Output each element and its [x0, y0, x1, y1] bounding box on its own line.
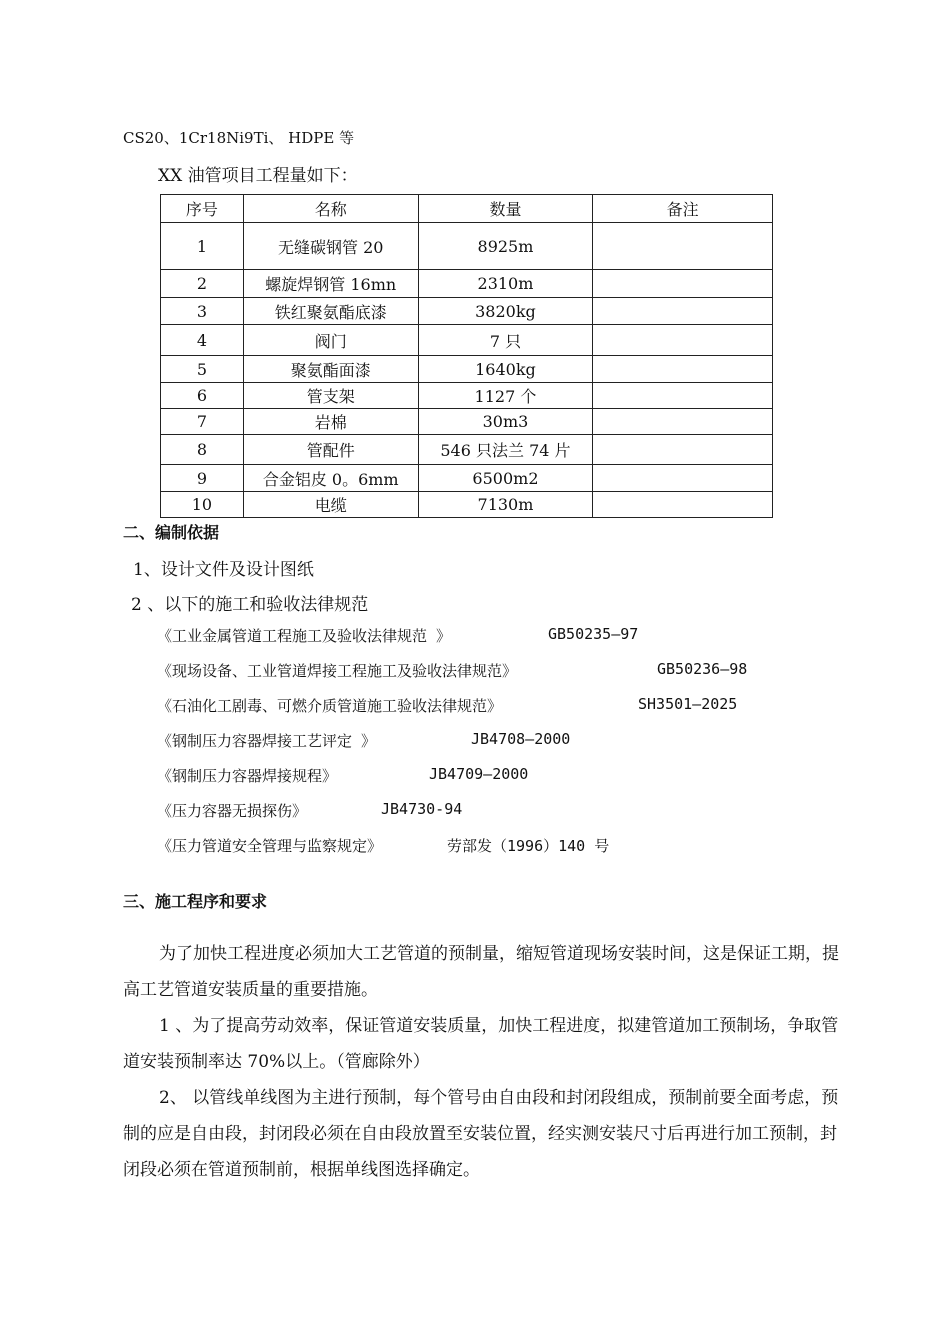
- cell-index: 4: [161, 325, 244, 356]
- cell-quantity: 8925m: [418, 223, 593, 270]
- standard-code: 劳部发（1996）140 号: [447, 837, 610, 855]
- cell-quantity: 30m3: [418, 409, 593, 435]
- table-header-row: [161, 195, 773, 223]
- cell-index: 3: [161, 298, 244, 325]
- standard-code: JB4730-94: [381, 800, 463, 818]
- section2-item2: 2 、以下的施工和验收法律规范: [131, 595, 369, 615]
- table-caption: XX 油管项目工程量如下：: [158, 166, 358, 186]
- cell-index: 5: [161, 356, 244, 383]
- cell-remark: [593, 492, 773, 518]
- cell-remark: [593, 270, 773, 298]
- table-row: [161, 270, 773, 298]
- cell-remark: [593, 435, 773, 465]
- section3-heading: 三、施工程序和要求: [123, 892, 268, 911]
- header-quantity: 数量: [418, 195, 593, 223]
- header-name: 名称: [243, 195, 418, 223]
- cell-index: 1: [161, 223, 244, 270]
- cell-remark: [593, 383, 773, 409]
- header-index: 序号: [161, 195, 244, 223]
- standard-code: GB50236—98: [657, 660, 748, 678]
- intro-line: CS20、1Cr18Ni9Ti、 HDPE 等: [123, 129, 355, 147]
- cell-name: 管配件: [243, 435, 418, 465]
- cell-index: 2: [161, 270, 244, 298]
- cell-name: 螺旋焊钢管 16mn: [243, 270, 418, 298]
- cell-index: 9: [161, 465, 244, 492]
- cell-remark: [593, 325, 773, 356]
- standard-name: 《钢制压力容器焊接工艺评定 》: [157, 732, 377, 750]
- cell-remark: [593, 298, 773, 325]
- cell-name: 聚氨酯面漆: [243, 356, 418, 383]
- standard-code: JB4709—2000: [429, 765, 529, 783]
- table-row: [161, 383, 773, 409]
- section2-item1: 1、设计文件及设计图纸: [133, 560, 314, 580]
- cell-quantity: 1640kg: [418, 356, 593, 383]
- table-row: [161, 465, 773, 492]
- cell-name: 岩棉: [243, 409, 418, 435]
- table-row: [161, 298, 773, 325]
- table-row: [161, 325, 773, 356]
- standard-name: 《钢制压力容器焊接规程》: [157, 767, 338, 785]
- quantity-table: [160, 194, 773, 518]
- cell-quantity: 2310m: [418, 270, 593, 298]
- cell-quantity: 546 只法兰 74 片: [418, 435, 593, 465]
- cell-remark: [593, 409, 773, 435]
- cell-index: 8: [161, 435, 244, 465]
- header-remark: 备注: [593, 195, 773, 223]
- standard-name: 《工业金属管道工程施工及验收法律规范 》: [157, 627, 452, 645]
- cell-quantity: 7 只: [418, 325, 593, 356]
- section2-heading: 二、编制依据: [123, 523, 220, 542]
- standard-name: 《压力容器无损探伤》: [157, 802, 308, 820]
- standard-code: GB50235—97: [548, 625, 639, 643]
- table-row: [161, 356, 773, 383]
- cell-name: 阀门: [243, 325, 418, 356]
- cell-quantity: 1127 个: [418, 383, 593, 409]
- cell-quantity: 6500m2: [418, 465, 593, 492]
- cell-name: 电缆: [243, 492, 418, 518]
- cell-remark: [593, 223, 773, 270]
- section3-paragraph-1: 为了加快工程进度必须加大工艺管道的预制量，缩短管道现场安装时间，这是保证工期，提高工艺管道安装质量的重要措施。: [123, 944, 839, 1000]
- table-row: [161, 435, 773, 465]
- cell-name: 铁红聚氨酯底漆: [243, 298, 418, 325]
- table-row: [161, 492, 773, 518]
- standard-code: JB4708—2000: [471, 730, 571, 748]
- section3-paragraph-3: 2、 以管线单线图为主进行预制，每个管号由自由段和封闭段组成，预制前要全面考虑，预制的应是自由段，封闭段必须在自由段放置至安装位置，经实测安装尺寸后再进行加工预制，封闭段必须在管道预制前，根据单线图选择确定。: [123, 1088, 839, 1180]
- cell-remark: [593, 356, 773, 383]
- standard-name: 《现场设备、工业管道焊接工程施工及验收法律规范》: [157, 662, 518, 680]
- cell-remark: [593, 465, 773, 492]
- cell-quantity: 3820kg: [418, 298, 593, 325]
- cell-quantity: 7130m: [418, 492, 593, 518]
- cell-index: 7: [161, 409, 244, 435]
- cell-index: 10: [161, 492, 244, 518]
- standard-code: SH3501—2025: [638, 695, 738, 713]
- cell-name: 无缝碳钢管 20: [243, 223, 418, 270]
- section3-paragraph-2: 1 、为了提高劳动效率，保证管道安装质量，加快工程进度，拟建管道加工预制场，争取管道安装预制率达 70%以上。（管廊除外）: [123, 1016, 839, 1072]
- table-row: [161, 409, 773, 435]
- standard-name: 《压力管道安全管理与监察规定》: [157, 837, 383, 855]
- cell-index: 6: [161, 383, 244, 409]
- cell-name: 合金铝皮 0。6mm: [243, 465, 418, 492]
- table-row: [161, 223, 773, 270]
- cell-name: 管支架: [243, 383, 418, 409]
- standard-name: 《石油化工剧毒、可燃介质管道施工验收法律规范》: [157, 697, 503, 715]
